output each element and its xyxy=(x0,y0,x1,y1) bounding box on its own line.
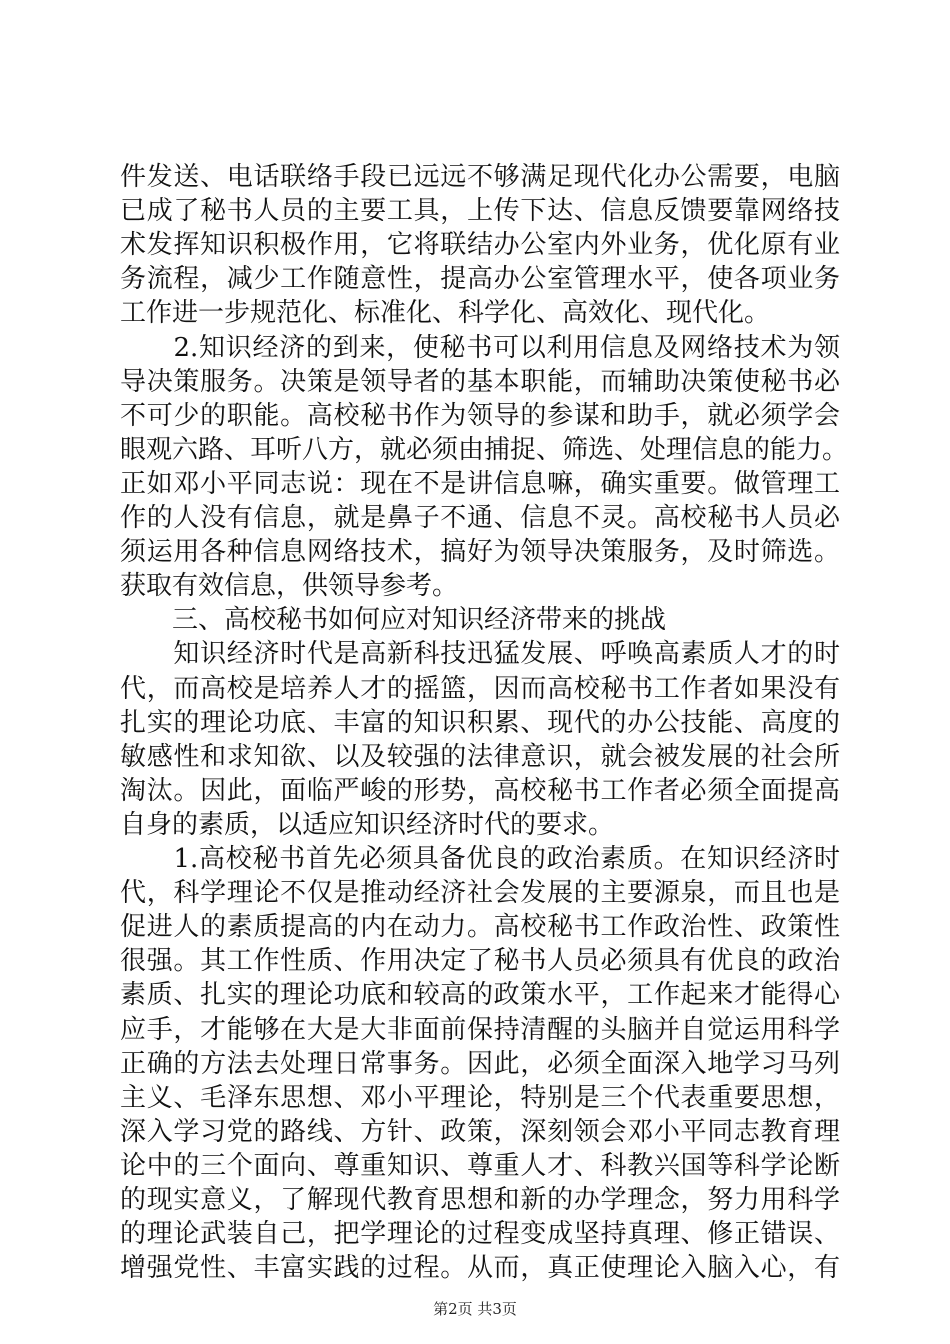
text-line: 2.知识经济的到来，使秘书可以利用信息及网络技术为领 xyxy=(120,332,840,363)
text-line: 应手，才能够在大是大非面前保持清醒的头脑并自觉运用科学 xyxy=(120,1014,840,1045)
text-line: 1.高校秘书首先必须具备优良的政治素质。在知识经济时 xyxy=(120,844,840,874)
text-line: 工作进一步规范化、标准化、科学化、高效化、现代化。 xyxy=(120,298,771,329)
text-line: 代，科学理论不仅是推动经济社会发展的主要源泉，而且也是 xyxy=(120,878,840,909)
text-line: 件发送、电话联络手段已远远不够满足现代化办公需要，电脑 xyxy=(120,162,840,192)
text-line: 的现实意义，了解现代教育思想和新的办学理念，努力用科学 xyxy=(120,1185,840,1215)
text-line: 须运用各种信息网络技术，搞好为领导决策服务，及时筛选。 xyxy=(120,537,840,568)
page-footer: 第2页 共3页 xyxy=(433,1300,517,1318)
text-line: 知识经济时代是高新科技迅猛发展、呼唤高素质人才的时 xyxy=(120,639,840,670)
text-line: 深入学习党的路线、方针、政策，深刻领会邓小平同志教育理 xyxy=(120,1116,840,1147)
text-line: 三、高校秘书如何应对知识经济带来的挑战 xyxy=(120,605,667,636)
text-line: 已成了秘书人员的主要工具，上传下达、信息反馈要靠网络技 xyxy=(120,196,840,227)
text-line: 自身的素质，以适应知识经济时代的要求。 xyxy=(120,809,615,840)
text-line: 促进人的素质提高的内在动力。高校秘书工作政治性、政策性 xyxy=(120,912,840,943)
text-line: 务流程，减少工作随意性，提高办公室管理水平，使各项业务 xyxy=(120,264,840,295)
text-line: 获取有效信息，供领导参考。 xyxy=(120,571,459,602)
text-line: 主义、毛泽东思想、邓小平理论，特别是三个代表重要思想， xyxy=(120,1082,840,1113)
text-line: 不可少的职能。高校秘书作为领导的参谋和助手，就必须学会 xyxy=(120,400,840,431)
text-line: 术发挥知识积极作用，它将联结办公室内外业务，优化原有业 xyxy=(120,230,840,261)
text-line: 很强。其工作性质、作用决定了秘书人员必须具有优良的政治 xyxy=(120,946,840,977)
text-line: 论中的三个面向、尊重知识、尊重人才、科教兴国等科学论断 xyxy=(120,1150,840,1181)
text-line: 敏感性和求知欲、以及较强的法律意识，就会被发展的社会所 xyxy=(120,741,840,772)
text-line: 导决策服务。决策是领导者的基本职能，而辅助决策使秘书必 xyxy=(120,366,840,397)
text-line: 增强党性、丰富实践的过程。从而，真正使理论入脑入心，有 xyxy=(120,1253,840,1284)
text-line: 代，而高校是培养人才的摇篮，因而高校秘书工作者如果没有 xyxy=(120,673,840,704)
text-line: 淘汰。因此，面临严峻的形势，高校秘书工作者必须全面提高 xyxy=(120,775,840,806)
text-line: 正确的方法去处理日常事务。因此，必须全面深入地学习马列 xyxy=(120,1048,840,1079)
text-line: 素质、扎实的理论功底和较高的政策水平，工作起来才能得心 xyxy=(120,980,840,1011)
text-line: 作的人没有信息，就是鼻子不通、信息不灵。高校秘书人员必 xyxy=(120,503,840,533)
text-line: 的理论武装自己，把学理论的过程变成坚持真理、修正错误、 xyxy=(120,1219,840,1250)
text-line: 正如邓小平同志说：现在不是讲信息嘛，确实重要。做管理工 xyxy=(120,468,840,499)
text-line: 扎实的理论功底、丰富的知识积累、现代的办公技能、高度的 xyxy=(120,707,840,738)
text-line: 眼观六路、耳听八方，就必须由捕捉、筛选、处理信息的能力。 xyxy=(120,434,849,465)
